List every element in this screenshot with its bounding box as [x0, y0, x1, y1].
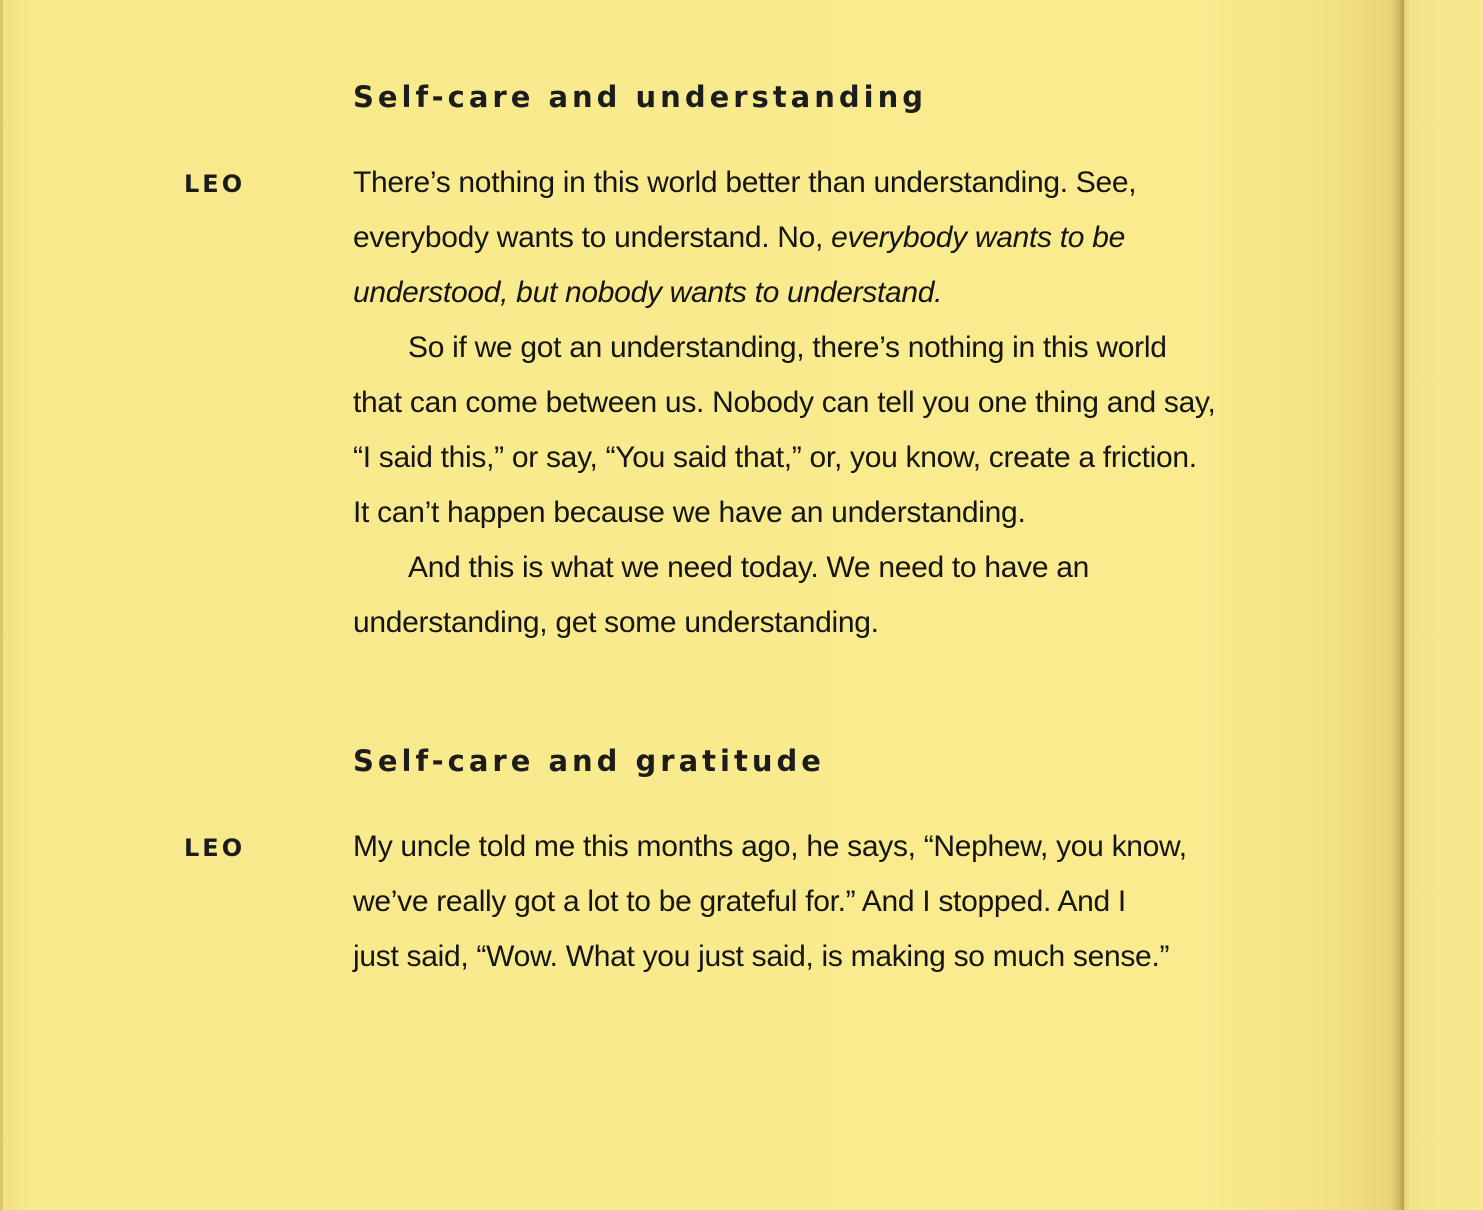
dialogue-line: understood, but nobody wants to understand.: [353, 276, 943, 309]
dialogue-line: “I said this,” or say, “You said that,” or, you know, create a friction.: [353, 441, 1197, 474]
dialogue-line: that can come between us. Nobody can tell you one thing and say,: [353, 386, 1216, 419]
speaker-label-leo: LEO: [184, 170, 246, 198]
dialogue-line: It can’t happen because we have an understanding.: [353, 496, 1026, 529]
dialogue-line: There’s nothing in this world better than understanding. See,: [353, 166, 1137, 199]
dialogue-line: And this is what we need today. We need to have an: [408, 551, 1090, 584]
dialogue-line: understanding, get some understanding.: [353, 606, 879, 639]
section-heading-gratitude: Self-care and gratitude: [353, 744, 825, 778]
dialogue-line: My uncle told me this months ago, he says, “Nephew, you know,: [353, 830, 1187, 863]
speaker-label-leo: LEO: [184, 834, 246, 862]
dialogue-line: So if we got an understanding, there’s nothing in this world: [408, 331, 1167, 364]
dialogue-line: we’ve really got a lot to be grateful for.” And I stopped. And I: [353, 885, 1126, 918]
dialogue-line: just said, “Wow. What you just said, is making so much sense.”: [353, 940, 1170, 973]
book-spine-shadow: [1390, 0, 1404, 1210]
page-left-edge: [0, 0, 3, 1210]
dialogue-line: everybody wants to understand. No, everybody wants to be: [353, 221, 1126, 254]
section-heading-understanding: Self-care and understanding: [353, 80, 927, 114]
